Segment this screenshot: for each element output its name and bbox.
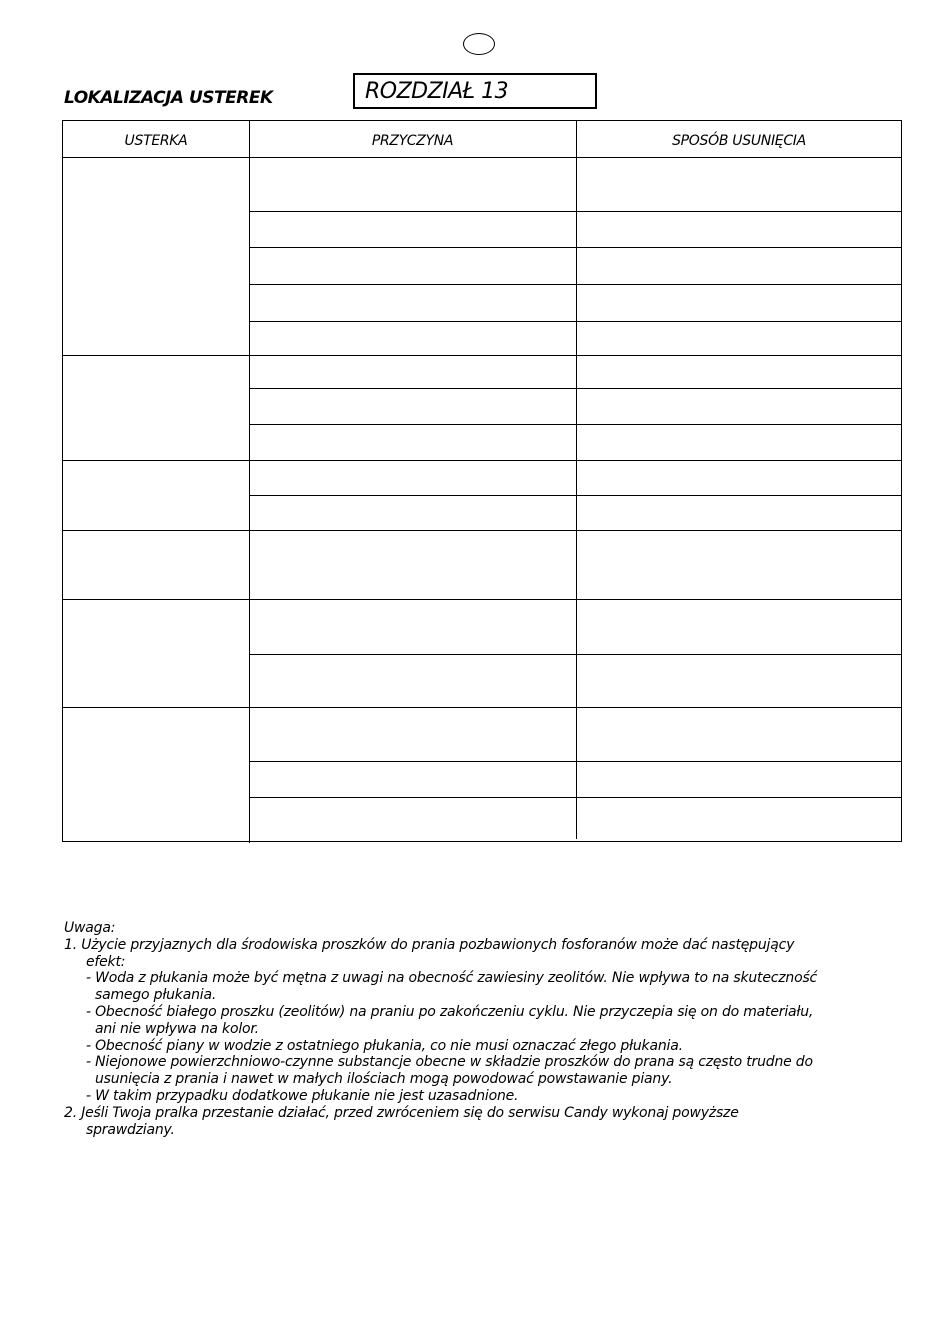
row-divider: [249, 797, 902, 798]
group-divider: [63, 599, 902, 600]
note-bullet: - W takim przypadku dodatkowe płukanie nie jest uzasadnione.: [86, 1087, 519, 1104]
notes-section: [64, 920, 914, 1138]
row-divider: [249, 761, 902, 762]
page-number-badge: [463, 33, 495, 55]
column-divider: [576, 121, 577, 839]
column-divider: [249, 121, 250, 843]
note-bullet: - Niejonowe powierzchniowo-czynne substancje obecne w składzie proszków do prana są często trudne do: [86, 1054, 813, 1071]
chapter-box: [353, 73, 597, 109]
note-bullet-cont: usunięcia z prania i nawet w małych ilościach mogą powodować powstawanie piany.: [95, 1071, 673, 1088]
note-item-1: 1. Użycie przyjaznych dla środowiska proszków do prania pozbawionych fosforanów może dać następujący: [64, 936, 795, 953]
section-title: LOKALIZACJA USTEREK: [64, 88, 273, 108]
notes-heading: Uwaga:: [64, 920, 116, 936]
note-bullet-cont: samego płukania.: [95, 987, 217, 1004]
header-rule: [63, 157, 902, 158]
note-item-2-cont: sprawdziany.: [86, 1121, 175, 1138]
column-header-remedy: SPOSÓB USUNIĘCIA: [672, 133, 806, 149]
row-divider: [249, 388, 902, 389]
chapter-label: ROZDZIAŁ 13: [365, 79, 509, 104]
row-divider: [249, 284, 902, 285]
group-divider: [63, 707, 902, 708]
row-divider: [249, 247, 902, 248]
column-header-cause: PRZYCZYNA: [371, 133, 454, 149]
troubleshooting-table: [62, 120, 902, 842]
note-item-1-cont: efekt:: [86, 953, 126, 970]
note-bullet: - Obecność piany w wodzie z ostatniego płukania, co nie musi oznaczać złego płukania.: [86, 1037, 683, 1054]
column-header-fault: USTERKA: [124, 133, 188, 149]
row-divider: [249, 424, 902, 425]
group-divider: [63, 355, 902, 356]
group-divider: [63, 530, 902, 531]
row-divider: [249, 211, 902, 212]
note-item-2: 2. Jeśli Twoja pralka przestanie działać, przed zwróceniem się do serwisu Candy wykonaj powyższe: [64, 1104, 739, 1121]
note-bullet-cont: ani nie wpływa na kolor.: [95, 1020, 259, 1037]
group-divider: [63, 460, 902, 461]
note-bullet: - Woda z płukania może być mętna z uwagi na obecność zawiesiny zeolitów. Nie wpływa to na skuteczność: [86, 970, 818, 987]
row-divider: [249, 321, 902, 322]
row-divider: [249, 654, 902, 655]
note-bullet: - Obecność białego proszku (zeolitów) na praniu po zakończeniu cyklu. Nie przyczepia się on do materiału,: [86, 1003, 814, 1020]
row-divider: [249, 495, 902, 496]
